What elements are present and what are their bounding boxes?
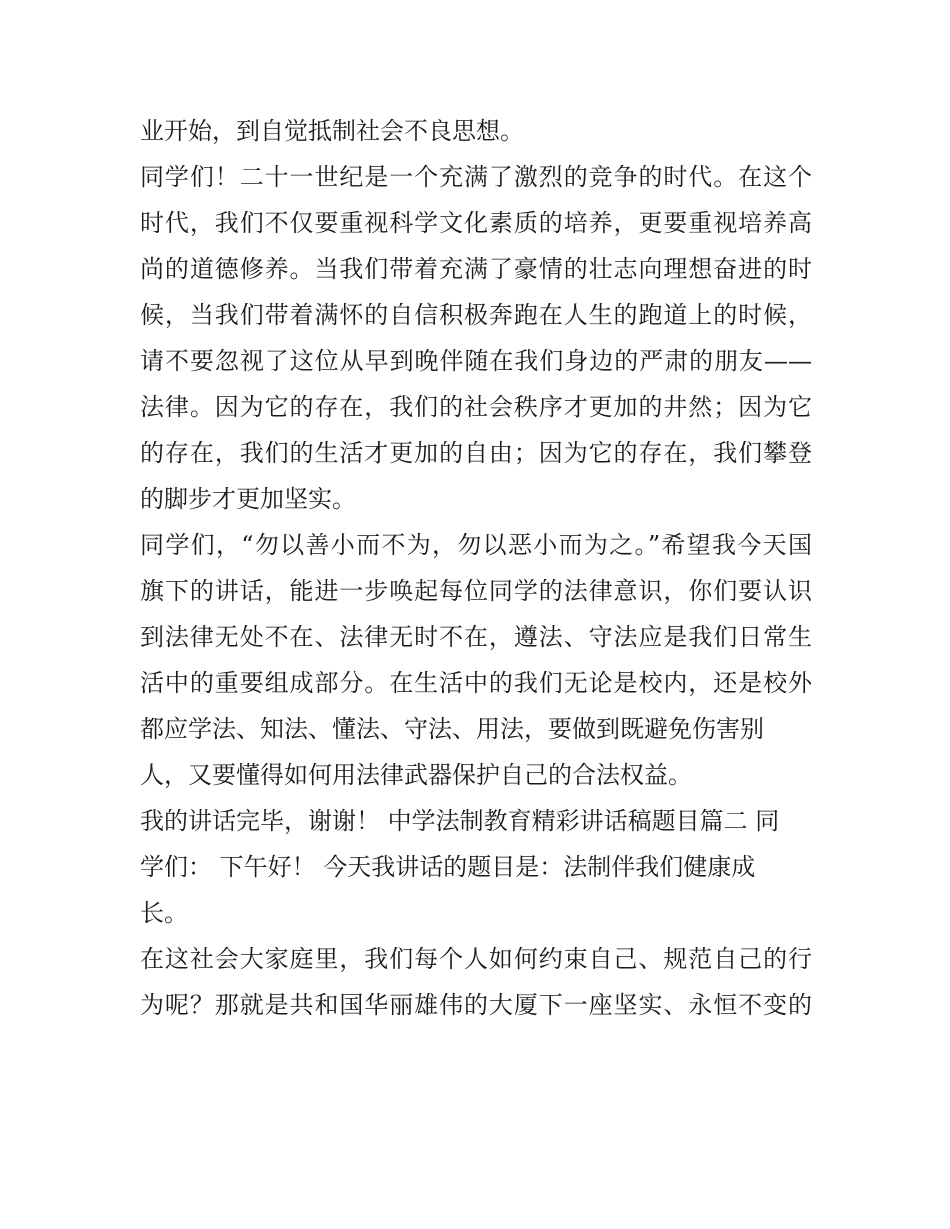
text-line: 活中的重要组成部分。在生活中的我们无论是校内，还是校外 <box>140 669 812 697</box>
text-line: 人，又要懂得如何用法律武器保护自己的合法权益。 <box>140 761 692 789</box>
text-line: 长。 <box>140 899 188 927</box>
text-line: 法律。因为它的存在，我们的社会秩序才更加的井然；因为它 <box>140 393 812 421</box>
text-line: 学们： 下午好！ 今天我讲话的题目是：法制伴我们健康成 <box>140 853 756 881</box>
document-body <box>140 108 812 1028</box>
text-line: 到法律无处不在、法律无时不在，遵法、守法应是我们日常生 <box>140 623 812 651</box>
text-line: 都应学法、知法、懂法、守法、用法，要做到既避免伤害别 <box>140 715 764 743</box>
text-line: 为呢？那就是共和国华丽雄伟的大厦下一座坚实、永恒不变的 <box>140 991 812 1019</box>
text-line: 同学们！二十一世纪是一个充满了激烈的竞争的时代。在这个 <box>140 163 812 191</box>
text-line: 尚的道德修养。当我们带着充满了豪情的壮志向理想奋进的时 <box>140 255 812 283</box>
text-line: 同学们，“勿以善小而不为，勿以恶小而为之。”希望我今天国 <box>140 531 812 559</box>
text-line: 在这社会大家庭里，我们每个人如何约束自己、规范自己的行 <box>140 945 812 973</box>
text-line: 时代，我们不仅要重视科学文化素质的培养，更要重视培养高 <box>140 209 812 237</box>
text-line: 业开始，到自觉抵制社会不良思想。 <box>140 117 524 145</box>
text-line: 旗下的讲话，能进一步唤起每位同学的法律意识，你们要认识 <box>140 577 812 605</box>
text-line: 候，当我们带着满怀的自信积极奔跑在人生的跑道上的时候， <box>140 301 812 329</box>
text-line: 的脚步才更加坚实。 <box>140 485 356 513</box>
text-line: 我的讲话完毕，谢谢！ 中学法制教育精彩讲话稿题目篇二 同 <box>140 807 780 835</box>
text-line: 的存在，我们的生活才更加的自由；因为它的存在，我们攀登 <box>140 439 812 467</box>
text-line: 请不要忽视了这位从早到晚伴随在我们身边的严肃的朋友—— <box>140 347 812 375</box>
